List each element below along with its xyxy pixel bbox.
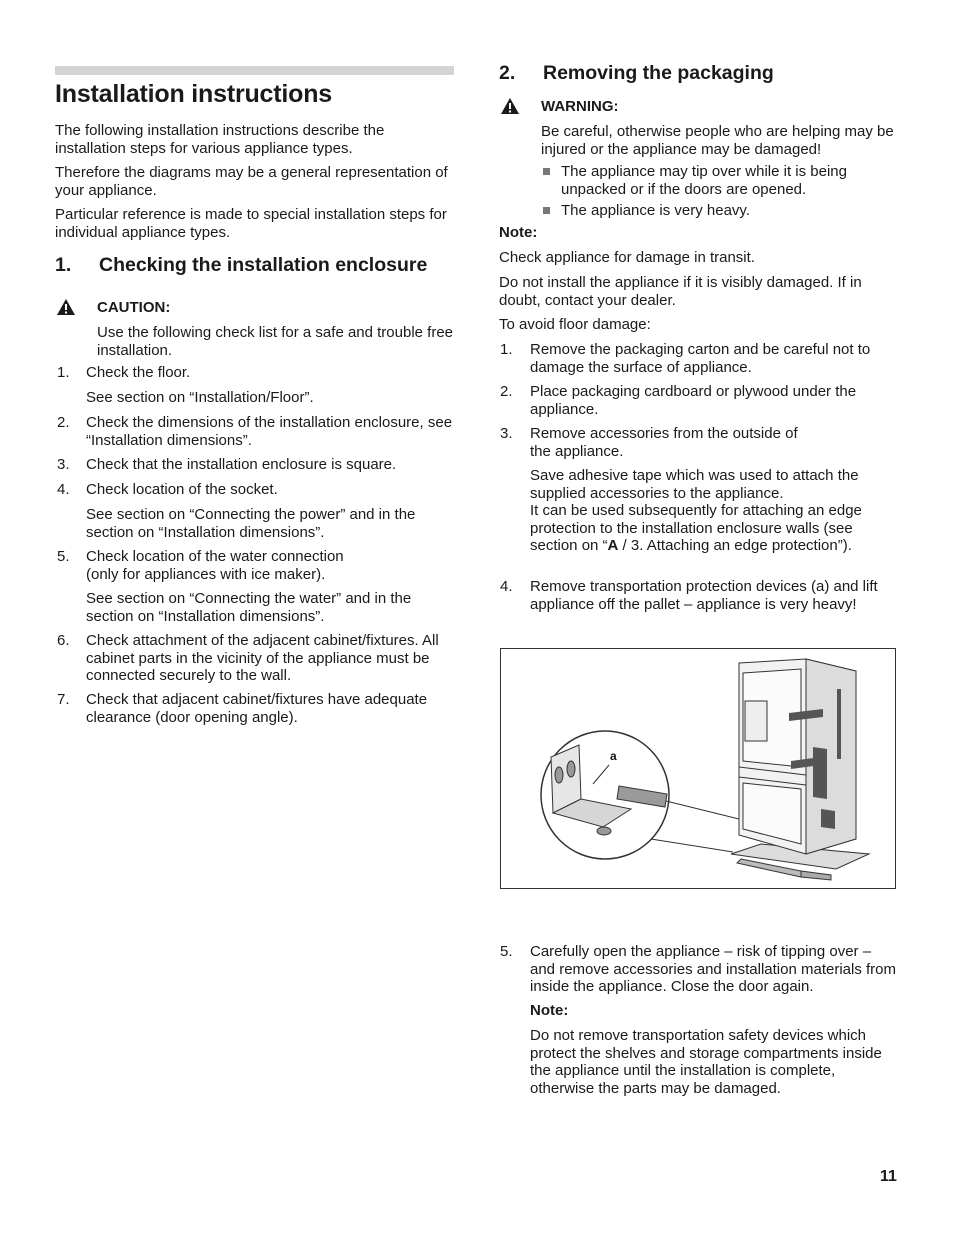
step-number: 4. — [500, 578, 513, 595]
subtext-bold: A — [607, 537, 619, 554]
step-subtext: See section on “Connecting the power” and in the section on “Installation dimensions”. — [86, 506, 416, 541]
caution-text: Use the following check list for a safe and trouble free installation. — [97, 324, 454, 359]
step-text: Check that the installation enclosure is square. — [86, 456, 397, 473]
step-number: 1. — [57, 364, 70, 381]
step-subtext: Save adhesive tape which was used to attach the supplied accessories to the appliance. — [530, 467, 859, 502]
section-rule — [55, 66, 454, 75]
step-subtext: See section on “Installation/Floor”. — [86, 389, 314, 406]
step-subtext: See section on “Connecting the water” and in the section on “Installation dimensions”. — [86, 590, 412, 625]
step-number: 3. — [57, 456, 70, 473]
appliance-diagram — [501, 649, 895, 888]
page-number: 11 — [880, 1168, 897, 1185]
step-text: Check the floor. — [86, 364, 191, 381]
step-text: Place packaging cardboard or plywood under the appliance. — [530, 383, 857, 418]
step-text: Remove the packaging carton and be careful not to damage the surface of appliance. — [530, 341, 871, 376]
step-subtext — [530, 502, 900, 555]
step-text: Check location of the socket. — [86, 481, 278, 498]
step-text: Remove transportation protection devices (a) and lift appliance off the pallet – appliance is very heavy! — [530, 578, 878, 613]
note-line: Do not install the appliance if it is visibly damaged. If in doubt, contact your dealer. — [499, 274, 862, 309]
section-number: 1. — [55, 254, 72, 276]
warning-label: WARNING: — [541, 98, 619, 115]
figure-callout-label: a — [610, 749, 617, 763]
step-number: 5. — [57, 548, 70, 565]
warning-bullet: The appliance may tip over while it is being unpacked or if the doors are opened. — [561, 163, 847, 198]
intro-paragraph-1: The following installation instructions describe the installation steps for various appliance types. — [55, 122, 385, 157]
section-title: Removing the packaging — [543, 62, 774, 84]
step-text: Check location of the water connection (only for appliances with ice maker). — [86, 548, 344, 583]
intro-paragraph-3: Particular reference is made to special installation steps for individual appliance types. — [55, 206, 447, 241]
step-text: Remove accessories from the outside of the appliance. — [530, 425, 798, 460]
note-line: Check appliance for damage in transit. — [499, 249, 755, 266]
step-text: Check attachment of the adjacent cabinet/fixtures. All cabinet parts in the vicinity of the appliance must be connected securely to the wall. — [86, 632, 439, 684]
step-number: 4. — [57, 481, 70, 498]
subtext-part: It can be used subsequently for attaching an edge protection to the installation enclosure walls (see section on “ — [530, 502, 862, 554]
note-label: Note: — [530, 1002, 569, 1019]
section-number: 2. — [499, 62, 516, 84]
subtext-part: / 3. Attaching an edge protection”). — [618, 537, 852, 554]
warning-text: Be careful, otherwise people who are helping may be injured or the appliance may be damaged! — [541, 123, 894, 158]
step-text: Check that adjacent cabinet/fixtures have adequate clearance (door opening angle). — [86, 691, 428, 726]
packaging-illustration — [500, 648, 896, 889]
section-2-heading — [499, 62, 774, 85]
step-number: 5. — [500, 943, 513, 960]
page-title: Installation instructions — [55, 80, 332, 108]
note-text: Do not remove transportation safety devices which protect the shelves and storage compartments inside the appliance until the installation is complete, otherwise the parts may be damaged. — [530, 1027, 882, 1097]
note-line: To avoid floor damage: — [499, 316, 651, 333]
caution-icon — [56, 298, 76, 316]
step-number: 6. — [57, 632, 70, 649]
step-number: 1. — [500, 341, 513, 358]
section-title: Checking the installation enclosure — [99, 254, 428, 276]
warning-icon — [500, 97, 520, 115]
step-number: 2. — [57, 414, 70, 431]
note-label: Note: — [499, 224, 538, 241]
bullet-icon — [543, 207, 550, 214]
caution-label: CAUTION: — [97, 299, 171, 316]
section-1-heading — [55, 254, 427, 277]
warning-bullet: The appliance is very heavy. — [561, 202, 750, 219]
step-text: Carefully open the appliance – risk of tipping over – and remove accessories and installation materials from inside the appliance. Close the door again. — [530, 943, 896, 995]
step-number: 2. — [500, 383, 513, 400]
bullet-icon — [543, 168, 550, 175]
step-number: 7. — [57, 691, 70, 708]
intro-paragraph-2: Therefore the diagrams may be a general representation of your appliance. — [55, 164, 448, 199]
step-number: 3. — [500, 425, 513, 442]
step-text: Check the dimensions of the installation enclosure, see “Installation dimensions”. — [86, 414, 453, 449]
